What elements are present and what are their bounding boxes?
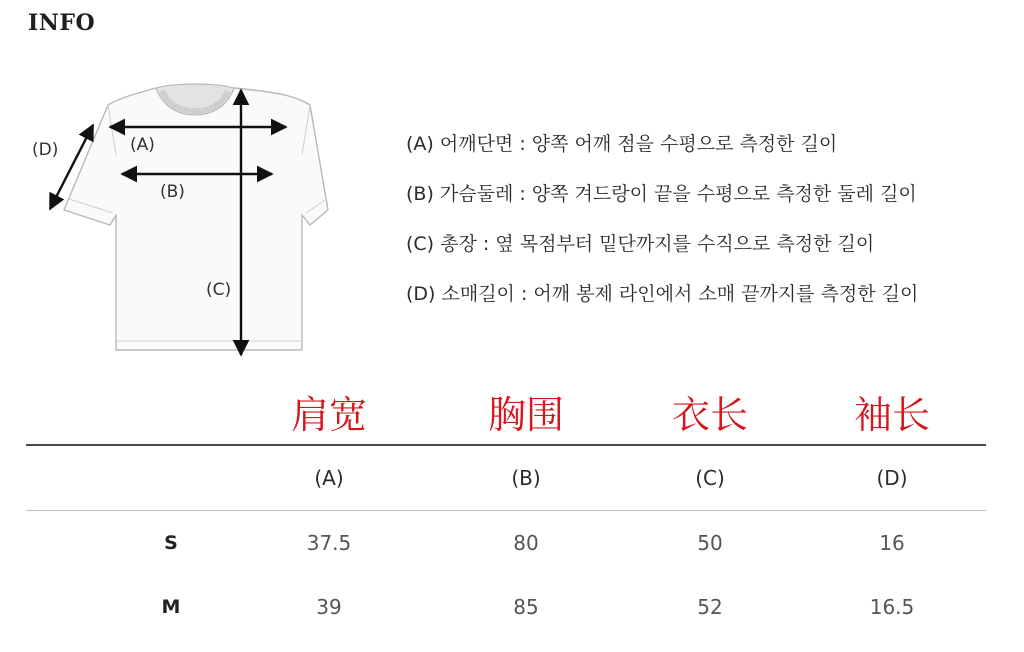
table-cell: 16.5 (869, 595, 915, 619)
header-code-a: (A) (314, 466, 344, 490)
table-cell: 39 (316, 595, 342, 619)
diagram-label-c: (C) (206, 280, 232, 300)
header-code-b: (B) (511, 466, 541, 490)
tshirt-measurement-diagram (20, 75, 350, 375)
legend-item-c: (C) 총장 : 옆 목점부터 밑단까지를 수직으로 측정한 길이 (406, 233, 875, 255)
legend-item-a: (A) 어깨단면 : 양쪽 어깨 점을 수평으로 측정한 길이 (406, 133, 838, 155)
header-shoulder-width: 肩宽 (290, 393, 367, 437)
table-cell: 50 (697, 531, 723, 555)
header-code-c: (C) (695, 466, 725, 490)
diagram-label-b: (B) (160, 182, 185, 202)
table-row (26, 575, 986, 639)
table-cell: 37.5 (306, 531, 352, 555)
table-row (26, 511, 986, 575)
diagram-label-a: (A) (130, 135, 155, 155)
header-code-d: (D) (876, 466, 908, 490)
table-cell: 80 (513, 531, 539, 555)
table-cell: 16 (879, 531, 905, 555)
table-cell: 52 (697, 595, 723, 619)
header-sleeve-length: 袖长 (853, 393, 930, 437)
table-cell: 85 (513, 595, 539, 619)
measurement-legend (406, 132, 1006, 332)
table-header-code-row (26, 446, 986, 510)
header-length: 衣长 (671, 393, 748, 437)
table-header-zh-row (26, 386, 986, 444)
header-chest: 胸围 (487, 393, 564, 437)
legend-item-d: (D) 소매길이 : 어깨 봉제 라인에서 소매 끝까지를 측정한 길이 (406, 283, 919, 305)
tshirt-outline (64, 84, 328, 350)
diagram-label-d: (D) (32, 140, 59, 160)
size-table (26, 386, 986, 639)
size-label: M (161, 596, 181, 618)
page-title: INFO (28, 10, 96, 36)
legend-item-b: (B) 가슴둘레 : 양쪽 겨드랑이 끝을 수평으로 측정한 둘레 길이 (406, 183, 917, 205)
size-label: S (164, 532, 178, 554)
